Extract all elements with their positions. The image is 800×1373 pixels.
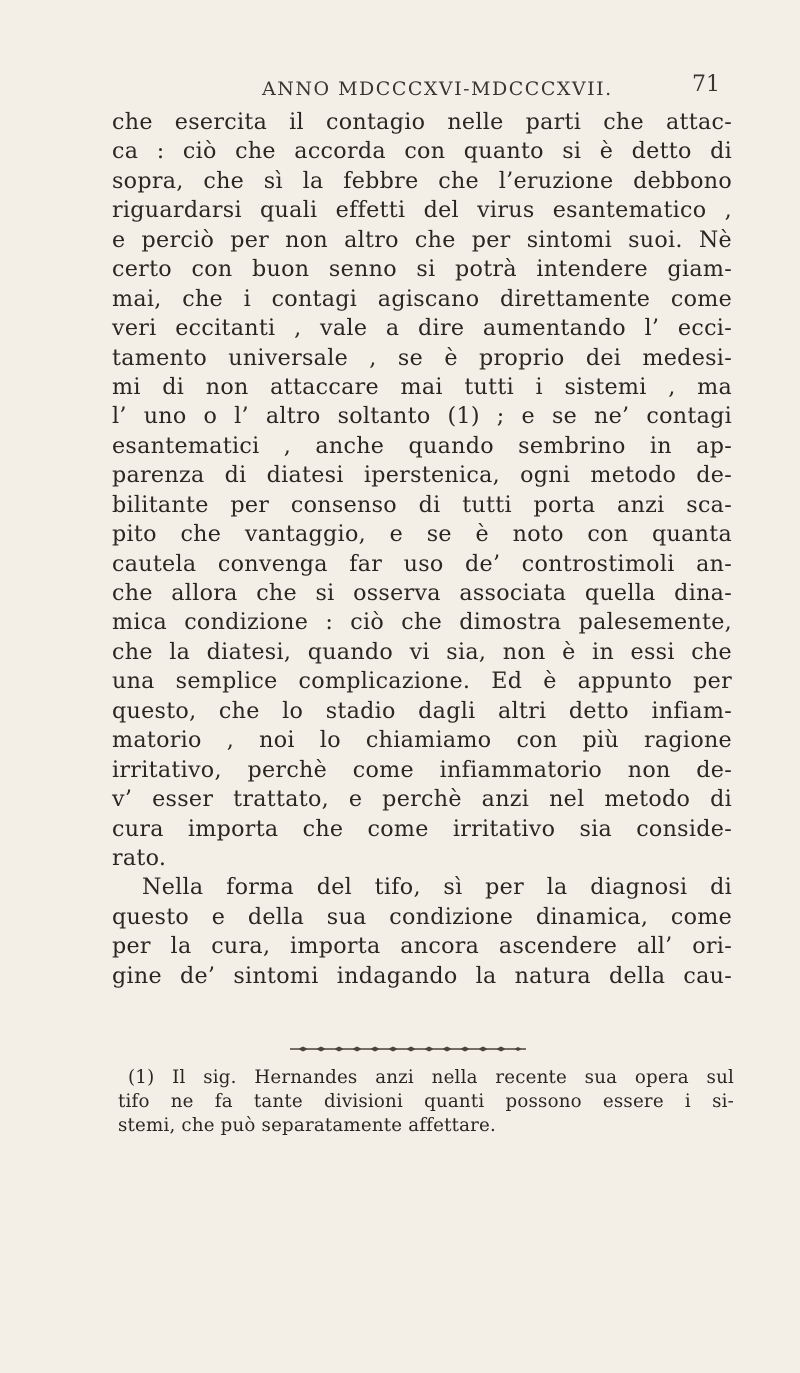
text-line: gine de’ sintomi indagando la natura della cau- (112, 962, 732, 989)
text-line: che la diatesi, quando vi sia, non è in essi che (112, 638, 732, 665)
text-line: matorio , noi lo chiamiamo con più ragione (112, 727, 732, 754)
body-text (112, 108, 732, 991)
text-line: sopra, che sì la febbre che l’eruzione debbono (112, 167, 732, 194)
text-line: mica condizione : ciò che dimostra palesemente, (112, 609, 732, 636)
text-line: ca : ciò che accorda con quanto si è detto di (112, 138, 732, 165)
text-line: per la cura, importa ancora ascendere all’ ori- (112, 933, 732, 960)
text-line: riguardarsi quali effetti del virus esantematico , (112, 197, 732, 224)
text-line: parenza di diatesi iperstenica, ogni metodo de- (112, 462, 732, 489)
text-line: veri eccitanti , vale a dire aumentando l’ ecci- (112, 315, 732, 342)
text-line: bilitante per consenso di tutti porta anzi sca- (112, 491, 732, 518)
text-line: pito che vantaggio, e se è noto con quanta (112, 521, 732, 548)
footnote-line: tifo ne fa tante divisioni quanti possono essere i si- (118, 1091, 734, 1112)
text-line: certo con buon senno si potrà intendere giam- (112, 256, 732, 283)
text-line: mi di non attaccare mai tutti i sistemi , ma (112, 373, 732, 400)
text-line: che esercita il contagio nelle parti che attac- (112, 109, 732, 135)
text-line: e perciò per non altro che per sintomi suoi. Nè (112, 226, 732, 253)
paragraph-start-line: Nella forma del tifo, sì per la diagnosi di (142, 874, 732, 901)
text-line: una semplice complicazione. Ed è appunto per (112, 668, 732, 695)
text-line: questo, che lo stadio dagli altri detto infiam- (112, 697, 732, 724)
ornamental-rule (290, 1045, 526, 1053)
text-line: che allora che si osserva associata quella dina- (112, 580, 732, 606)
footnote-line: (1) Il sig. Hernandes anzi nella recente sua opera sul (128, 1067, 734, 1088)
text-line: v’ esser trattato, e perchè anzi nel metodo di (112, 786, 732, 813)
footnote (118, 1066, 734, 1138)
text-line: cura importa che come irritativo sia conside- (112, 815, 732, 842)
page-number: 71 (692, 72, 720, 97)
footnote-line: stemi, che può separatamente affettare. (118, 1115, 496, 1136)
text-line: l’ uno o l’ altro soltanto (1) ; e se ne’ contagi (112, 403, 732, 430)
text-line: esantematici , anche quando sembrino in ap- (112, 432, 732, 459)
text-line: rato. (112, 844, 167, 871)
text-line: tamento universale , se è proprio dei medesi- (112, 344, 732, 371)
text-line: irritativo, perchè come infiammatorio non de- (112, 756, 732, 783)
text-line: questo e della sua condizione dinamica, come (112, 903, 732, 930)
running-head: ANNO MDCCCXVI-MDCCCXVII. (262, 78, 613, 100)
text-line: cautela convenga far uso de’ controstimoli an- (112, 550, 732, 577)
text-line: mai, che i contagi agiscano direttamente come (112, 285, 732, 312)
